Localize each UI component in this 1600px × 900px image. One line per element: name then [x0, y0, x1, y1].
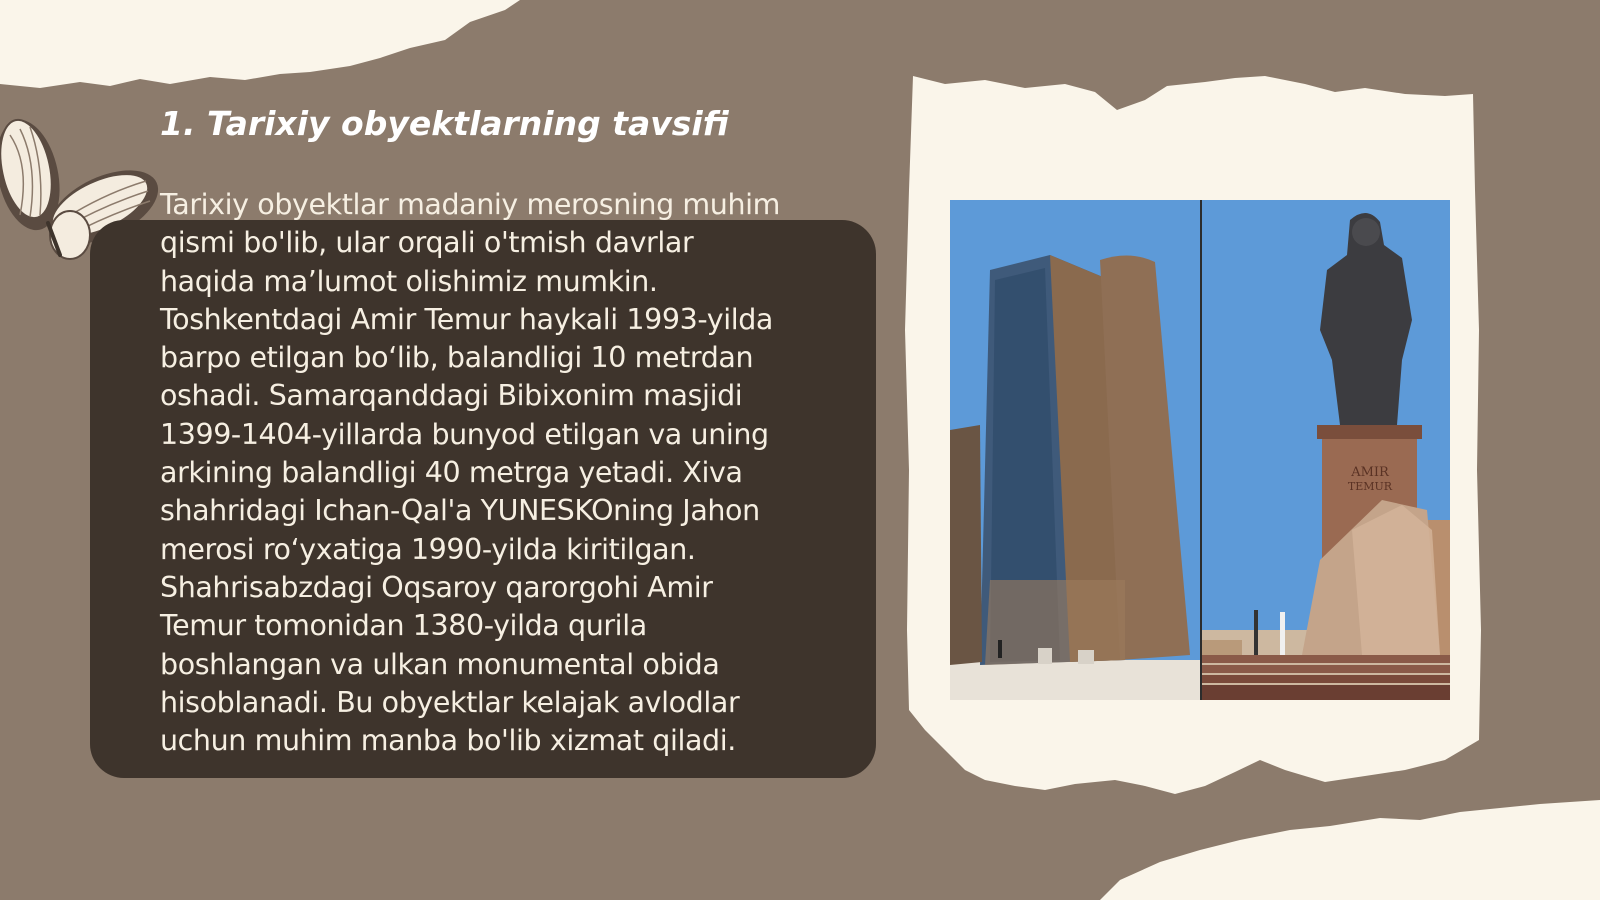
body-line: Tarixiy obyektlar madaniy merosning muhim [160, 188, 780, 221]
body-line: Temur tomonidan 1380-yilda qurila [160, 609, 647, 643]
body-line: shahridagi Ichan-Qal'a YUNESKOning Jahon [160, 494, 760, 528]
photo-amir-temur-statue [1202, 200, 1450, 700]
body-line: boshlangan va ulkan monumental obida [160, 647, 720, 681]
body-line: merosi ro‘yxatiga 1990-yilda kiritilgan. [160, 532, 696, 566]
body-line: Shahrisabzdagi Oqsaroy qarorgohi Amir [160, 570, 713, 604]
body-line: arkining balandligi 40 metrga yetadi. Xiva [160, 456, 743, 490]
pedestal-inscription: AMIR [1351, 465, 1389, 480]
body-line: oshadi. Samarqanddagi Bibixonim masjidi [160, 379, 743, 413]
body-line: barpo etilgan bo‘lib, balandligi 10 metrdan [160, 341, 754, 375]
body-line: haqida ma’lumot olishimiz mumkin. [160, 264, 658, 298]
body-line: qismi bo'lib, ular orqali o'tmish davrlar [160, 226, 694, 260]
photo-oqsaroy [950, 200, 1200, 700]
pedestal-inscription: TEMUR [1347, 480, 1393, 493]
body-line: uchun muhim manba bo'lib xizmat qiladi. [160, 724, 736, 758]
slide-body-text [160, 186, 850, 760]
slide-heading: 1. Tarixiy obyektlarning tavsifi [160, 104, 729, 143]
body-line: Toshkentdagi Amir Temur haykali 1993-yilda [160, 302, 773, 336]
body-line: hisoblanadi. Bu obyektlar kelajak avlodlar [160, 685, 740, 719]
body-line: 1399-1404-yillarda bunyod etilgan va uning [160, 417, 769, 451]
